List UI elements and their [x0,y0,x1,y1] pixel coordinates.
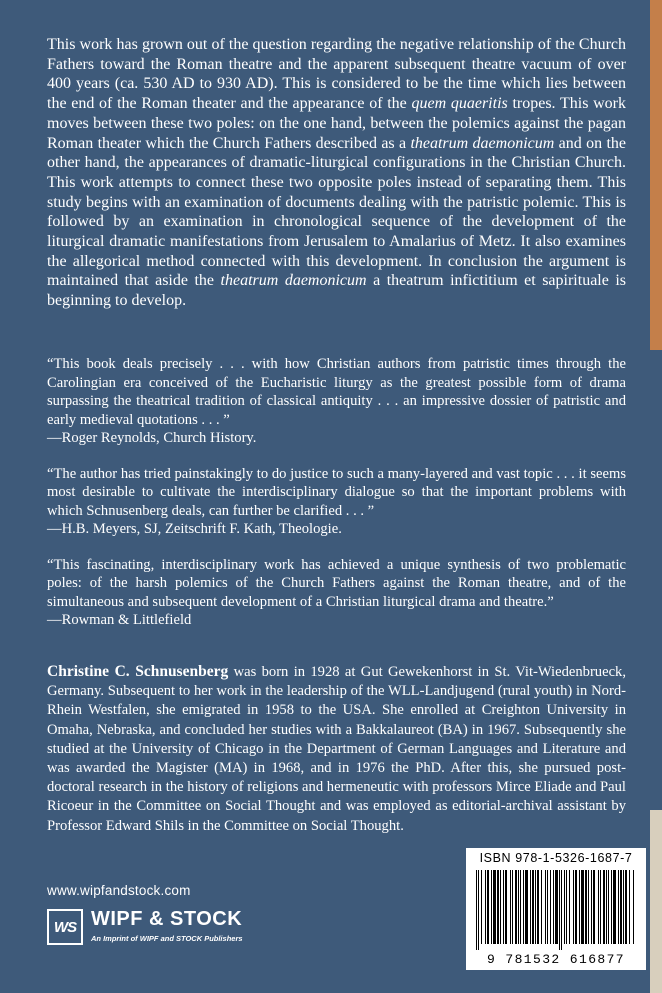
barcode-bar [579,870,580,944]
barcode-bar [564,870,565,944]
review-quote-3 [47,556,626,630]
barcode-bar [491,870,492,944]
publisher-website[interactable]: www.wipfandstock.com [47,883,191,898]
barcode-bar [618,870,619,944]
barcode-bar [515,870,517,944]
book-description [47,35,626,311]
barcode-bar [497,870,499,944]
barcode-bar [566,870,567,944]
barcode-bar [520,870,521,944]
barcode-bar [603,870,605,944]
quote-attribution: —Rowman & Littlefield [47,612,192,628]
barcode-bar [503,870,504,944]
barcode-bar [569,870,570,944]
barcode-bar [593,870,595,944]
barcode-bar [553,870,554,944]
barcode-bar [485,870,486,944]
barcode-bar [611,870,612,944]
author-bio [47,662,626,836]
barcode-bars-icon [474,870,638,950]
barcode-digits: 9 781532 616877 [486,952,626,967]
barcode-bar [545,870,546,944]
quote-text: “This fascinating, interdisciplinary work has achieved a unique synthesis of two problematic poles: of the harsh polemics of the Church Fathers against the Roman theatre, and of the simultaneous and subsequent development of a Christian liturgical drama and theatre.” [47,556,626,610]
barcode-bar [518,870,519,944]
edge-color-strip-bottom [650,810,662,993]
description-emphasis-2: theatrum daemonicum [410,134,555,152]
barcode-bar [620,870,622,944]
barcode-bar [613,870,616,944]
barcode-bar [629,870,630,944]
barcode-bar [573,870,574,944]
barcode-bar [505,870,507,944]
description-emphasis-3: theatrum daemonicum [220,272,367,290]
isbn-barcode [466,848,646,970]
description-text-1: This work has grown out of the question regarding the negative relationship of the Church Fathers toward the Roman theatre and the apparent subsequent theatre vacuum of over 400 years (ca. 530 AD to 930 AD). This is considered to be the time which lies between the end of the Roman theater and the appearance of the [47,36,626,113]
publisher-logo-icon: WS [47,909,83,945]
barcode-bar [633,870,634,944]
review-quotes [47,355,626,647]
review-quote-2 [47,465,626,539]
description-emphasis-1: quem quaeritis [411,95,508,113]
barcode-bar [581,870,584,944]
barcode-bar [559,870,560,950]
quote-text: “The author has tried painstakingly to do justice to such a many-layered and vast topic . . . it seems most desirable to cultivate the interdisciplinary dialogue so that the important problems with which Schnusenberg deals, can further be clarified . . . ” [47,465,626,519]
quote-attribution: —Roger Reynolds, Church History. [47,430,257,446]
barcode-bar [598,870,599,944]
barcode-bar [550,870,551,944]
quote-attribution: —H.B. Meyers, SJ, Zeitschrift F. Kath, Theologie. [47,521,342,537]
barcode-bar [585,870,587,944]
barcode-bar [493,870,496,944]
publisher-tagline: An Imprint of WIPF and STOCK Publishers [91,934,243,943]
description-text-4: a theatrum infictitium et sapirituale is beginning to develop. [47,272,627,310]
barcode-bar [537,870,539,944]
barcode-bar [608,870,609,944]
barcode-bar [600,870,601,944]
barcode-bar [481,870,482,944]
barcode-bar [476,870,477,950]
barcode-bar [547,870,548,944]
barcode-bar [487,870,489,944]
barcode-bar [530,870,531,944]
quote-text: “This book deals precisely . . . with how Christian authors from patristic times through the Carolingian era conceived of the Eucharistic liturgy as the greatest possible form of drama surpassing the theatrical tradition of classical antiquity . . . an impressive dossier of patristic and early medieval quotations . . . ” [47,356,626,428]
author-bio-text: was born in 1928 at Gut Gewekenhorst in St. Vit-Wiedenbrueck, Germany. Subsequent to her work in the leadership of the WLL-Landjugend (rural youth) in Nord-Rhein Westfalen, she emigrated in 1958 to the USA. She enrolled at Creighton University in Omaha, Nebraska, and concluded her studies with a Bakkalaureot (BA) in 1967. Subsequently she studied at the University of Chicago in the Department of German Languages and Literature and was awarded the Magister (MA) in 1968, and in 1976 the PhD. After this, she pursued post-doctoral research in the history of religions and hermeneutic with professors Mirce Eliade and Paul Ricoeur in the Committee on Social Thought and was employed as editorial-archival assistant by Professor Edward Shils in the Committee on Social Thought. [47,664,627,834]
barcode-bar [588,870,589,944]
barcode-bar [523,870,524,944]
barcode-bar [625,870,627,944]
publisher-name: WIPF & STOCK [91,908,243,930]
barcode-bar [535,870,536,944]
edge-color-strip-top [650,0,662,350]
barcode-bar [623,870,624,944]
barcode-bar [512,870,513,944]
barcode-bar [591,870,592,944]
barcode-bar [500,870,501,944]
publisher-logo [47,906,287,946]
barcode-bar [575,870,577,944]
barcode-bar [541,870,542,944]
barcode-bar [555,870,558,944]
barcode-bar [478,870,479,950]
barcode-bar [561,870,562,950]
description-text-2: tropes. This work moves between these two poles: on the one hand, between the polemics against the pagan Roman theater which the Church Fathers described as a [47,95,627,152]
isbn-label: ISBN 978-1-5326-1687-7 [479,851,633,865]
description-text-3: and on the other hand, the appearances of dramatic-liturgical configurations in the Christian Church. This work attempts to connect these two opposite poles instead of separating them. This study begins with an examination of documents dealing with the patristic polemic. This is followed by an examination in chronological sequence of the development of the liturgical dramatic manifestations from Jerusalem to Amalarius of Metz. It also examines the allegorical method connected with this development. In conclusion the argument is maintained that aside the [47,134,627,290]
barcode-bar [606,870,607,944]
barcode-bar [525,870,528,944]
barcode-bar [532,870,534,944]
barcode-bar [510,870,511,944]
review-quote-1 [47,355,626,448]
author-name: Christine C. Schnusenberg [47,663,229,680]
